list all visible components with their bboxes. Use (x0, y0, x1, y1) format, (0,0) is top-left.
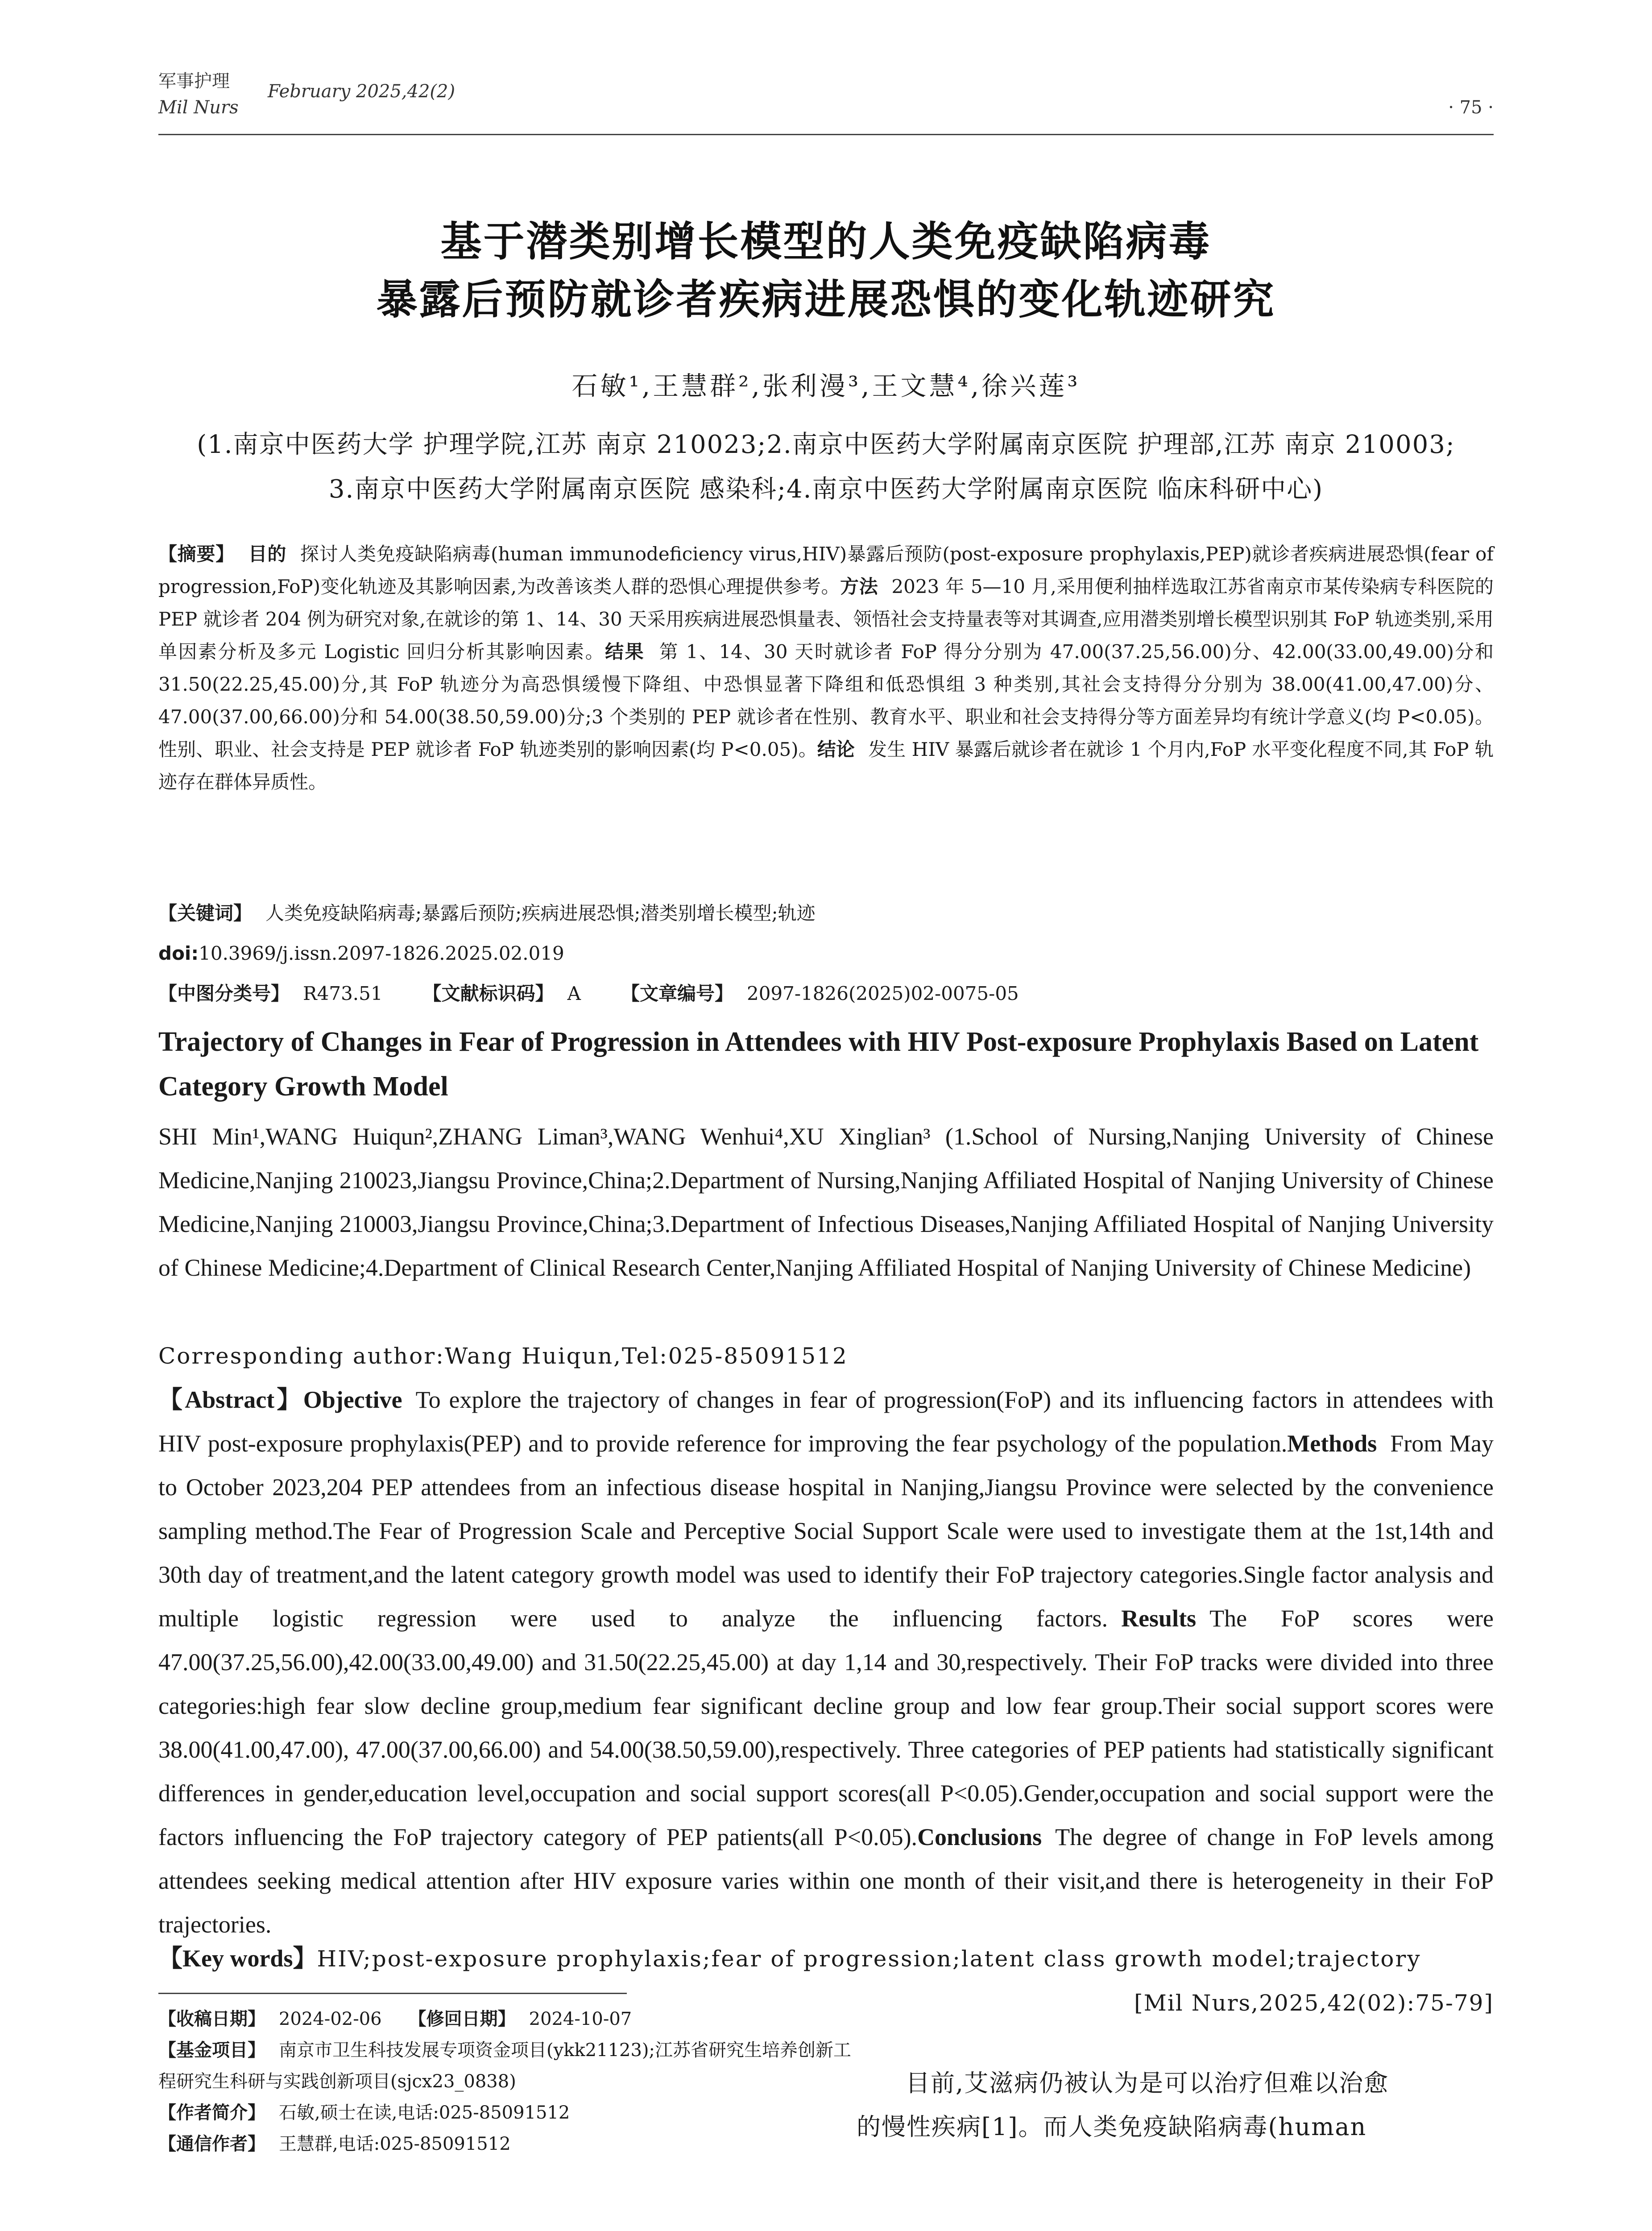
title-cn-line2: 暴露后预防就诊者疾病进展恐惧的变化轨迹研究 (376, 276, 1276, 323)
results-en-label: Results (1121, 1605, 1197, 1632)
journal-name-cn: 军事护理 (158, 71, 230, 91)
objective-cn-label: 目的 (248, 543, 287, 565)
conclusions-en-label: Conclusions (917, 1824, 1042, 1850)
results-cn-text: 第 1、14、30 天时就诊者 FoP 得分分别为 47.00(37.25,56.00)分、42.00(33.00,49.00)分和 31.50(22.25,45.00)分,其 FoP 轨迹分为高恐惧缓慢下降组、中恐惧显著下降组和低恐惧组 3 种类别,其社会支持得分分别为 38.00(41.00,47.00)分、47.00(37.00,66.00)分和 54.00(38.50,59.00)分;3 个类别的 PEP 就诊者在性别、教育水平、职业和社会支持得分等方面差异均有统计学意义(均 P<0.05)。性别、职业、社会支持是 PEP 就诊者 FoP 轨迹类别的影响因素(均 P<0.05)。 (158, 641, 1494, 760)
keywords-cn-text: 人类免疫缺陷病毒;暴露后预防;疾病进展恐惧;潜类别增长模型;轨迹 (265, 902, 816, 924)
doi-value: 10.3969/j.issn.2097-1826.2025.02.019 (199, 942, 564, 964)
methods-cn-label: 方法 (840, 576, 878, 597)
title-cn-line1: 基于潜类别增长模型的人类免疫缺陷病毒 (440, 218, 1212, 265)
citation: [Mil Nurs,2025,42(02):75-79] (1134, 1990, 1494, 2016)
revised-date: 2024-10-07 (529, 2009, 632, 2029)
corresponding-author: Corresponding author:Wang Huiqun,Tel:025-85091512 (158, 1343, 848, 1369)
body-line1: 目前,艾滋病仍被认为是可以治疗但难以治愈 (906, 2069, 1389, 2097)
author-intro-label: 【作者简介】 (158, 2102, 265, 2123)
footnote-fund (158, 2035, 854, 2097)
header-rule (158, 134, 1494, 135)
results-en-text: The FoP scores were 47.00(37.25,56.00),42.00(33.00,49.00) and 31.50(22.25,45.00) at day 1,14 and 30,respectively. Their FoP tracks were divided into three categories:high fear slow decline group,medium fear significant decline group and low fear group.Their social support scores were 38.00(41.00,47.00), 47.00(37.00,66.00) and 54.00(38.50,59.00),respectively. Three categories of PEP patients had statistically significant differences in gender,education level,occupation and social support scores(all P<0.05).Gender,occupation and social support were the factors influencing the FoP trajectory category of PEP patients(all P<0.05). (158, 1605, 1494, 1850)
clc-value: R473.51 (303, 983, 383, 1004)
footnote-rule (158, 1993, 627, 1994)
keywords-cn (158, 897, 1494, 929)
conclusion-cn-label: 结论 (817, 738, 855, 760)
methods-en-label: Methods (1287, 1430, 1377, 1457)
keywords-en-text: HIV;post-exposure prophylaxis;fear of progression;latent class growth model;trajectory (317, 1946, 1421, 1972)
affiliations-cn-line1: (1.南京中医药大学 护理学院,江苏 南京 210023;2.南京中医药大学附属南京医院 护理部,江苏 南京 210003; (197, 430, 1455, 459)
contact-text: 王慧群,电话:025-85091512 (279, 2134, 511, 2154)
author-intro-text: 石敏,硕士在读,电话:025-85091512 (279, 2102, 570, 2123)
footnote-dates (158, 2003, 854, 2035)
conclusion-cn-text: 发生 HIV 暴露后就诊者在就诊 1 个月内,FoP 水平变化程度不同,其 FoP 轨迹存在群体异质性。 (158, 738, 1494, 793)
keywords-en (158, 1937, 1494, 1981)
journal-issue: February 2025,42(2) (268, 81, 455, 102)
article-number-value: 2097-1826(2025)02-0075-05 (746, 983, 1019, 1004)
doc-code-label: 【文献标识码】 (422, 983, 554, 1004)
doi-line (158, 937, 1494, 970)
page-number: · 75 · (1448, 97, 1494, 118)
fund-label: 【基金项目】 (158, 2040, 265, 2061)
clc-label: 【中图分类号】 (158, 983, 290, 1004)
received-date: 2024-02-06 (279, 2009, 382, 2029)
doi-label: doi: (158, 942, 199, 964)
abstract-en (158, 1378, 1494, 1946)
fund-text: 南京市卫生科技发展专项资金项目(ykk21123);江苏省研究生培养创新工程研究生科研与实践创新项目(sjcx23_0838) (158, 2040, 852, 2092)
abstract-en-label: 【Abstract】 (158, 1386, 303, 1413)
article-number-label: 【文章编号】 (621, 983, 733, 1004)
objective-en-text: To explore the trajectory of changes in fear of progression(FoP) and its influencing factors in attendees with HIV post-exposure prophylaxis(PEP) and to provide reference for improving the fear psychology of the population. (158, 1386, 1494, 1457)
received-label: 【收稿日期】 (158, 2009, 265, 2029)
abstract-cn-label: 【摘要】 (158, 543, 235, 565)
abstract-cn (158, 538, 1494, 798)
results-cn-label: 结果 (605, 641, 645, 663)
methods-cn-text: 2023 年 5—10 月,采用便利抽样选取江苏省南京市某传染病专科医院的 PEP 就诊者 204 例为研究对象,在就诊的第 1、14、30 天采用疾病进展恐惧量表、领悟社会支持量表等对其调查,应用潜类别增长模型识别其 FoP 轨迹类别,采用单因素分析及多元 Logistic 回归分析其影响因素。 (158, 576, 1494, 663)
keywords-cn-label: 【关键词】 (158, 902, 253, 924)
affiliations-cn-line2: 3.南京中医药大学附属南京医院 感染科;4.南京中医药大学附属南京医院 临床科研中心) (328, 475, 1324, 504)
keywords-en-label: 【Key words】 (158, 1945, 317, 1972)
conclusions-en-text: The degree of change in FoP levels among attendees seeking medical attention after HIV exposure varies within one month of their visit,and there is heterogeneity in their FoP trajectories. (158, 1824, 1494, 1938)
footnote-contact (158, 2128, 854, 2160)
authors-en: SHI Min¹,WANG Huiqun²,ZHANG Liman³,WANG Wenhui⁴,XU Xinglian³ (1.School of Nursing,Nanjing University of Chinese Medicine,Nanjing 210023,Jiangsu Province,China;2.Department of Nursing,Nanjing Affiliated Hospital of Nanjing University of Chinese Medicine,Nanjing 210003,Jiangsu Province,China;3.Department of Infectious Diseases,Nanjing Affiliated Hospital of Nanjing University of Chinese Medicine;4.Department of Clinical Research Center,Nanjing Affiliated Hospital of Nanjing University of Chinese Medicine) (158, 1123, 1494, 1281)
doc-code-value: A (567, 983, 581, 1004)
revised-label: 【修回日期】 (408, 2009, 516, 2029)
authors-cn: 石敏¹,王慧群²,张利漫³,王文慧⁴,徐兴莲³ (571, 371, 1081, 401)
footnote-author (158, 2097, 854, 2128)
objective-cn-text: 探讨人类免疫缺陷病毒(human immunodeficiency virus,HIV)暴露后预防(post-exposure prophylaxis,PEP)就诊者疾病进展恐惧(fear of progression,FoP)变化轨迹及其影响因素,为改善该类人群的恐惧心理提供参考。 (158, 543, 1494, 597)
classification-line (158, 977, 1494, 1010)
methods-en-text: From May to October 2023,204 PEP attendees from an infectious disease hospital in Nanjing,Jiangsu Province were selected by the convenience sampling method.The Fear of Progression Scale and Perceptive Social Support Scale were used to investigate them at the 1st,14th and 30th day of treatment,and the latent category growth model was used to identify their FoP trajectory categories.Single factor analysis and multiple logistic regression were used to analyze the influencing factors. (158, 1430, 1494, 1632)
journal-name-en: Mil Nurs (158, 97, 239, 118)
body-line2: 的慢性疾病[1]。而人类免疫缺陷病毒(human (857, 2113, 1367, 2141)
objective-en-label: Objective (303, 1386, 402, 1413)
title-en: Trajectory of Changes in Fear of Progression in Attendees with HIV Post-exposure Prophylaxis Based on Latent Category Growth Model (158, 1027, 1479, 1102)
contact-label: 【通信作者】 (158, 2134, 265, 2154)
